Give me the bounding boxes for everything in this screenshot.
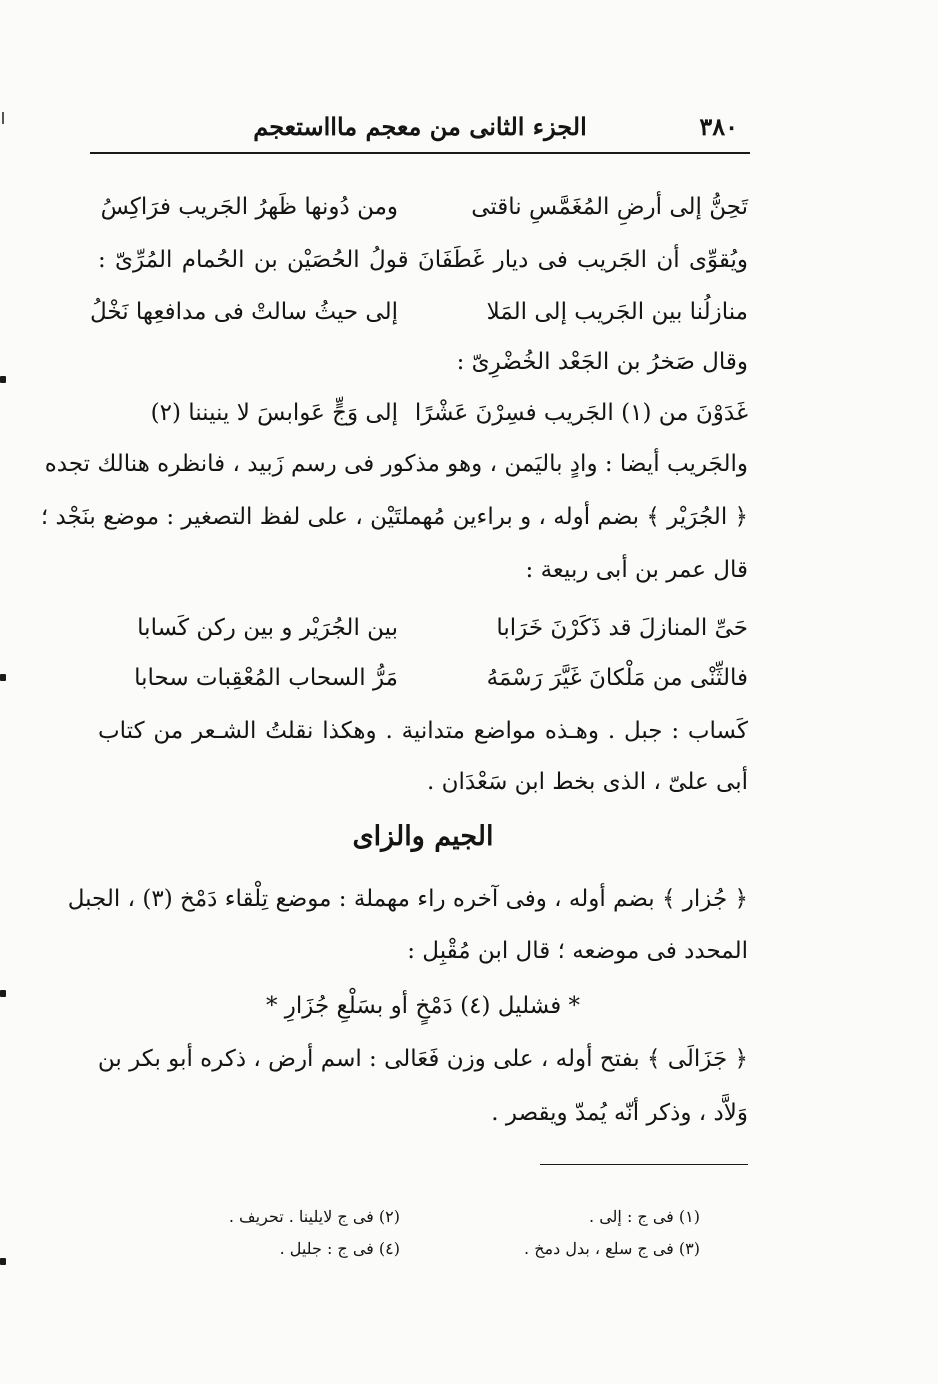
text-line-14: ﴿ جُزار ﴾ بضم أوله ، وفى آخره راء مهملة : موضع تِلْقاء دَمْخ (٣) ، الجبل: [67, 886, 748, 912]
verse-1-first-hemistich: تَحِنُّ إلى أرضِ المُغَمَّسِ ناقتى: [471, 194, 748, 220]
text-line-2: ويُقوِّى أن الجَريب فى ديار غَطَفَانَ قولُ الحُصَيْن بن الحُمام المُرِّىّ :: [98, 247, 748, 273]
verse-5: [98, 661, 748, 695]
section-heading: الجيم والزاى: [352, 821, 494, 852]
half-verse: * فشليل (٤) دَمْخٍ أو بسَلْعِ جُزَارِ *: [265, 993, 581, 1019]
margin-tick: [2, 112, 4, 124]
verse-4-second-hemistich: بين الجُرَيْر و بين ركن كَسابا: [137, 615, 398, 641]
text-line-12: أبى علىّ ، الذى بخط ابن سَعْدَان .: [427, 769, 748, 795]
margin-speck: [0, 376, 6, 383]
verse-3-first-hemistich: غَدَوْنَ من (١) الجَريب فسِرْنَ عَشْرًا: [414, 400, 748, 426]
margin-speck: [0, 990, 6, 997]
verse-1: [98, 190, 748, 224]
header-rule: [90, 152, 750, 154]
text-line-17: ﴿ جَزَالَى ﴾ بفتح أوله ، على وزن فَعَالى : اسم أرض ، ذكره أبو بكر بن: [97, 1046, 748, 1072]
margin-speck: [0, 1258, 6, 1265]
text-line-6: والجَريب أيضا : وادٍ باليَمن ، وهو مذكور فى رسم زَبيد ، فانظره هنالك تجده: [44, 451, 748, 477]
text-line-11: كَساب : جبل . وهـذه مواضع متدانية . وهكذا نقلتُ الشـعر من كتاب: [98, 718, 748, 744]
text-line-18: وَلاَّد ، وذكر أنّه يُمدّ ويقصر .: [491, 1100, 748, 1126]
page-header: [90, 108, 750, 148]
running-title: الجزء الثانى من معجم ماااستعجم: [253, 112, 587, 141]
verse-4-first-hemistich: حَىِّ المنازلَ قد ذَكَرْنَ خَرَابا: [496, 615, 748, 641]
footnote-1: (١) فى ج : إلى .: [589, 1207, 700, 1226]
verse-5-first-hemistich: فالثِّنْى من مَلْكانَ غَيَّرَ رَسْمَهُ: [486, 665, 748, 691]
verse-3-second-hemistich: إلى وَجٍّ عَوابسَ لا ينيننا (٢): [150, 400, 398, 426]
footnote-2: (٢) فى ج لايلينا . تحريف .: [228, 1207, 400, 1226]
verse-2: [89, 295, 748, 329]
footnote-4: (٤) فى ج : جليل .: [279, 1239, 400, 1258]
margin-speck: [0, 674, 6, 681]
text-line-7: ﴿ الجُرَيْر ﴾ بضم أوله ، و براءين مُهملتَيْن ، على لفظ التصغير : موضع بنَجْد ؛: [40, 504, 748, 530]
text-line-4: وقال صَخرُ بن الجَعْد الخُضْرِىّ :: [456, 349, 748, 375]
verse-1-second-hemistich: ومن دُونها ظَهرُ الجَريب فرَاكِسُ: [100, 194, 398, 220]
verse-3: [98, 396, 748, 430]
footnote-3: (٣) فى ج سلع ، بدل دمخ .: [524, 1239, 700, 1258]
verse-2-second-hemistich: إلى حيثُ سالتْ فى مدافعِها نَخْلُ: [89, 299, 398, 325]
verse-5-second-hemistich: مَرُّ السحاب المُعْقِبات سحابا: [134, 665, 398, 691]
verse-2-first-hemistich: منازلُنا بين الجَريب إلى المَلا: [486, 299, 748, 325]
text-line-8: قال عمر بن أبى ربيعة :: [525, 557, 748, 583]
footnote-rule: [540, 1164, 748, 1165]
verse-4: [98, 611, 748, 645]
text-line-15: المحدد فى موضعه ؛ قال ابن مُقْبِل :: [407, 938, 748, 964]
page-number: ٣٨٠: [699, 112, 738, 141]
